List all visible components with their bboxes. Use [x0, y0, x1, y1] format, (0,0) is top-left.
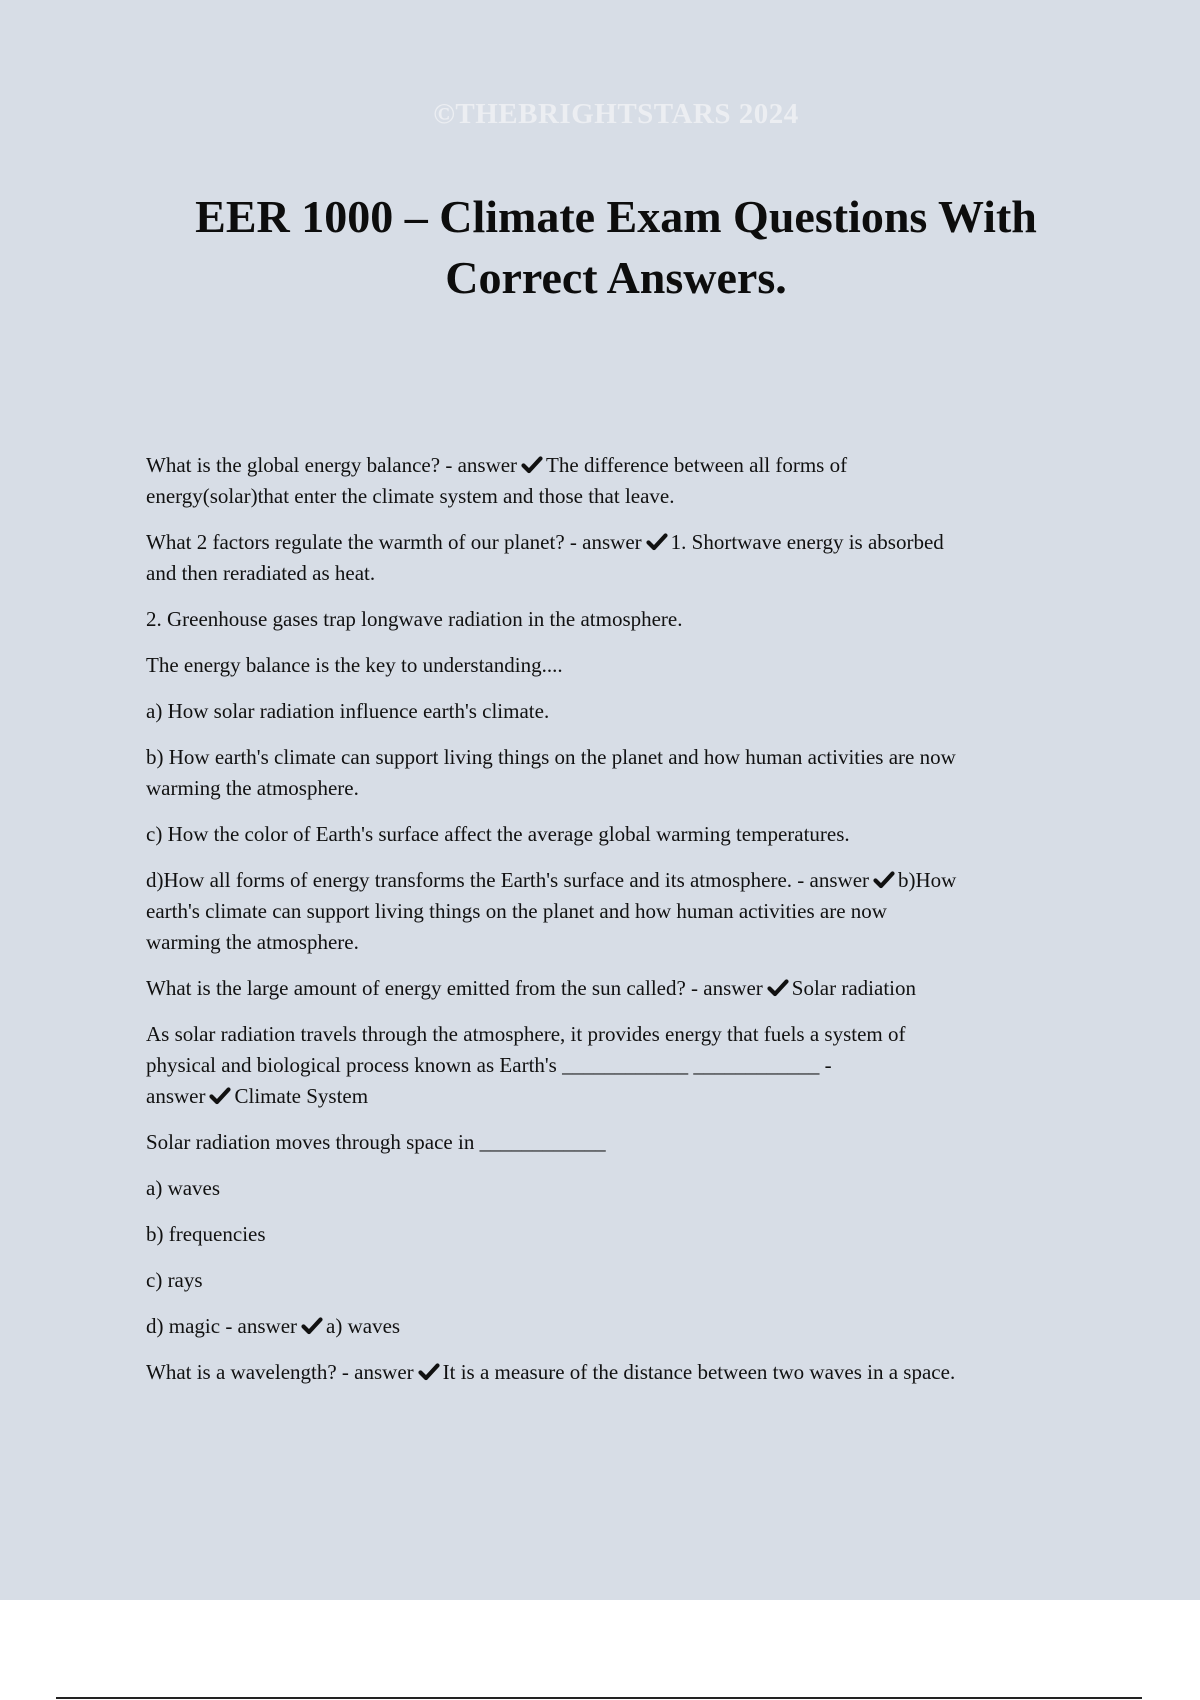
option-a — [146, 696, 1086, 727]
answer-text: and then reradiated as heat. — [146, 561, 376, 585]
checkmark-icon — [521, 456, 543, 474]
option-text: d)How all forms of energy transforms the Earth's surface and its atmosphere. — [146, 868, 793, 892]
answer-text: The difference between all forms of — [546, 453, 848, 477]
qa-item-5 — [146, 1019, 1086, 1112]
option-text: d) magic — [146, 1314, 221, 1338]
answer-prefix: - answer — [341, 1360, 414, 1384]
question-text: physical and biological process known as Earth's ____________ ____________ - — [146, 1053, 832, 1077]
option-text: warming the atmosphere. — [146, 776, 359, 800]
checkmark-icon — [767, 979, 789, 997]
footer-divider — [56, 1697, 1142, 1699]
answer-prefix: - answer — [691, 976, 763, 1000]
question-text: As solar radiation travels through the atmosphere, it provides energy that fuels a system of — [146, 1022, 906, 1046]
checkmark-icon — [646, 533, 668, 551]
qa-item-2 — [146, 527, 1086, 589]
question-text: The energy balance is the key to understanding.... — [146, 653, 563, 677]
question-text: What is the large amount of energy emitted from the sun called? — [146, 976, 686, 1000]
option-d — [146, 1311, 1086, 1342]
answer-text: warming the atmosphere. — [146, 930, 359, 954]
qa-item-2-continued — [146, 604, 1086, 635]
option-b — [146, 742, 1086, 804]
question-text: What 2 factors regulate the warmth of our planet? — [146, 530, 565, 554]
checkmark-icon — [418, 1363, 440, 1381]
answer-prefix: - answer — [797, 868, 870, 892]
title-line-1: EER 1000 – Climate Exam Questions With — [195, 191, 1037, 242]
checkmark-icon — [873, 871, 895, 889]
qa-item-1 — [146, 450, 1086, 512]
option-text: c) How the color of Earth's surface affect the average global warming temperatures. — [146, 822, 850, 846]
option-c — [146, 819, 1086, 850]
option-text: c) rays — [146, 1268, 203, 1292]
answer-text: Climate System — [234, 1084, 369, 1108]
option-text: a) waves — [146, 1176, 221, 1200]
watermark: ©THEBRIGHTSTARS 2024 — [433, 98, 799, 130]
option-text: b) How earth's climate can support living things on the planet and how human activities are now — [146, 745, 956, 769]
page-title — [120, 186, 1112, 308]
question-text: What is the global energy balance? — [146, 453, 441, 477]
answer-prefix: - answer — [225, 1314, 298, 1338]
answer-prefix: answer — [146, 1084, 206, 1108]
option-text: a) How solar radiation influence earth's climate. — [146, 699, 550, 723]
qa-item-7 — [146, 1357, 1086, 1388]
question-text: Solar radiation moves through space in ____________ — [146, 1130, 606, 1154]
qa-item-6 — [146, 1127, 1086, 1158]
checkmark-icon — [301, 1317, 323, 1335]
option-c — [146, 1265, 1086, 1296]
qa-item-3 — [146, 650, 1086, 681]
question-text: What is a wavelength? — [146, 1360, 337, 1384]
answer-prefix: - answer — [445, 453, 518, 477]
answer-text: 2. Greenhouse gases trap longwave radiation in the atmosphere. — [146, 607, 683, 631]
title-line-2: Correct Answers. — [445, 252, 787, 303]
answer-text: Solar radiation — [791, 976, 916, 1000]
checkmark-icon — [209, 1087, 231, 1105]
answer-text: earth's climate can support living things on the planet and how human activities are now — [146, 899, 887, 923]
answer-text: b)How — [898, 868, 957, 892]
answer-text: 1. Shortwave energy is absorbed — [670, 530, 944, 554]
qa-body — [146, 450, 1086, 1403]
answer-text: It is a measure of the distance between two waves in a space. — [442, 1360, 956, 1384]
qa-item-4 — [146, 973, 1086, 1004]
option-a — [146, 1173, 1086, 1204]
answer-text: a) waves — [326, 1314, 401, 1338]
answer-prefix: - answer — [569, 530, 642, 554]
option-d — [146, 865, 1086, 958]
answer-text: energy(solar)that enter the climate system and those that leave. — [146, 484, 675, 508]
option-b — [146, 1219, 1086, 1250]
option-text: b) frequencies — [146, 1222, 266, 1246]
